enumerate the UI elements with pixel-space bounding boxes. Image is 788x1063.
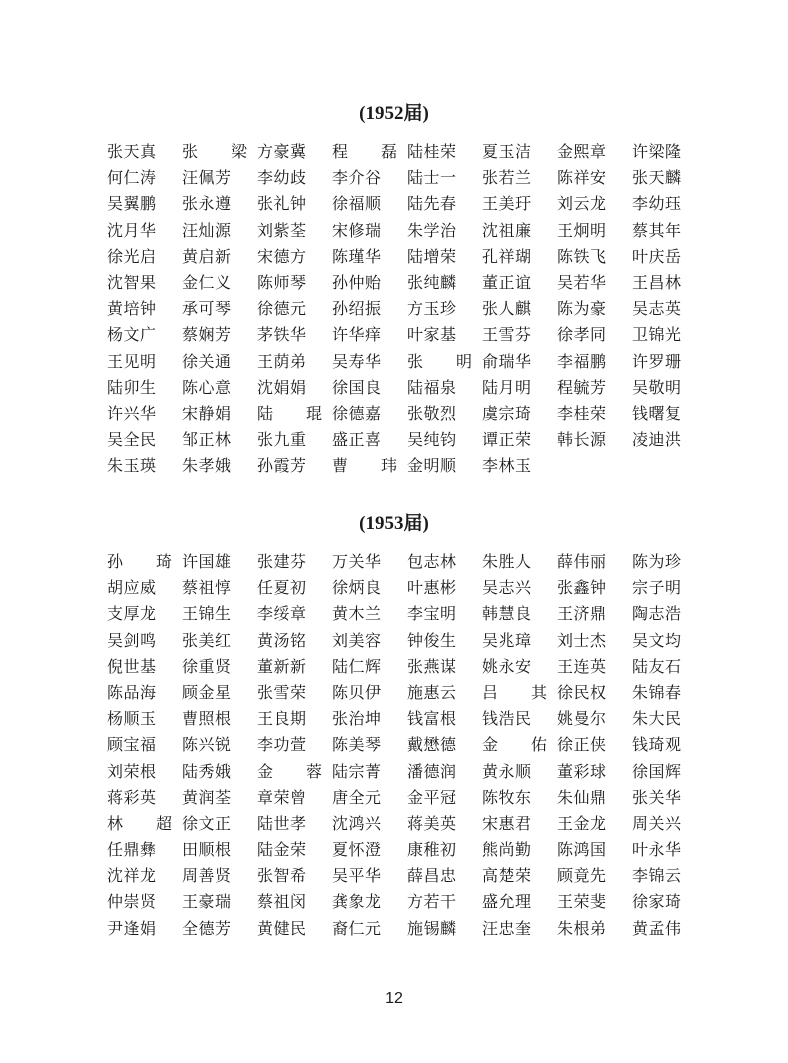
graduate-name: 陆增荣 [407, 246, 457, 266]
graduate-name: 曹 玮 [332, 456, 398, 476]
graduate-name: 董新新 [257, 656, 307, 676]
graduate-name: 全德芳 [182, 918, 232, 938]
graduate-name: 许兴华 [107, 403, 157, 423]
graduate-name: 孙霞芳 [257, 456, 307, 476]
graduate-name: 李桂荣 [557, 403, 607, 423]
graduate-name: 陈美琴 [332, 735, 382, 755]
graduate-name: 徐正侠 [557, 735, 607, 755]
graduate-name: 凌迪洪 [632, 430, 682, 450]
graduate-name: 朱根弟 [557, 918, 607, 938]
graduate-name: 周善贤 [182, 866, 232, 886]
graduate-name: 王豪瑞 [182, 892, 232, 912]
graduate-name: 吴平华 [332, 866, 382, 886]
graduate-name: 王炯明 [557, 220, 607, 240]
graduate-name: 李幼歧 [257, 168, 307, 188]
graduate-name: 戴懋德 [407, 735, 457, 755]
graduate-name: 张礼钟 [257, 194, 307, 214]
section-title-1952: (1952届) [359, 103, 429, 124]
graduate-name: 陆秀娥 [182, 761, 232, 781]
graduate-name: 王良期 [257, 709, 307, 729]
graduate-name: 方玉珍 [407, 299, 457, 319]
graduate-name: 卫锦光 [632, 325, 682, 345]
graduate-name: 蒋美英 [407, 813, 457, 833]
graduate-name: 陈祥安 [557, 168, 607, 188]
graduate-name: 虞宗琦 [482, 403, 532, 423]
name-list-1953 [107, 549, 707, 942]
graduate-name: 刘士杰 [557, 630, 607, 650]
graduate-name: 陈牧东 [482, 787, 532, 807]
graduate-name: 徐孝同 [557, 325, 607, 345]
graduate-name: 张治坤 [332, 709, 382, 729]
graduate-name: 黄汤铭 [257, 630, 307, 650]
graduate-name: 李锦云 [632, 866, 682, 886]
graduate-name: 蔡祖惇 [182, 578, 232, 598]
graduate-name: 刘云龙 [557, 194, 607, 214]
graduate-name: 张关华 [632, 787, 682, 807]
graduate-name: 汪灿源 [182, 220, 232, 240]
graduate-name: 黄孟伟 [632, 918, 682, 938]
graduate-name: 姚永安 [482, 656, 532, 676]
graduate-name: 任鼎彝 [107, 840, 157, 860]
graduate-name: 龚象龙 [332, 892, 382, 912]
graduate-name: 李林玉 [482, 456, 532, 476]
graduate-name: 黄健民 [257, 918, 307, 938]
graduate-name: 陈兴锐 [182, 735, 232, 755]
graduate-name: 徐关通 [182, 351, 232, 371]
graduate-name: 陶志浩 [632, 604, 682, 624]
graduate-name: 王见明 [107, 351, 157, 371]
graduate-name: 张纯麟 [407, 272, 457, 292]
graduate-name: 宋修瑞 [332, 220, 382, 240]
graduate-name: 叶惠彬 [407, 578, 457, 598]
graduate-name: 金仁义 [182, 272, 232, 292]
graduate-name: 钟俊生 [407, 630, 457, 650]
graduate-name: 黄永顺 [482, 761, 532, 781]
graduate-name: 陈瑾华 [332, 246, 382, 266]
graduate-name: 王济鼎 [557, 604, 607, 624]
graduate-name: 徐光启 [107, 246, 157, 266]
graduate-name: 金 佑 [482, 735, 548, 755]
graduate-name: 陆世孝 [257, 813, 307, 833]
graduate-name: 夏怀澄 [332, 840, 382, 860]
graduate-name: 朱孝娥 [182, 456, 232, 476]
graduate-name: 施惠云 [407, 682, 457, 702]
graduate-name: 陆福泉 [407, 377, 457, 397]
graduate-name: 章荣曾 [257, 787, 307, 807]
graduate-name: 陆桂荣 [407, 142, 457, 161]
graduate-name: 叶庆岳 [632, 246, 682, 266]
graduate-name: 张建芬 [257, 552, 307, 571]
graduate-name: 李福鹏 [557, 351, 607, 371]
graduate-name: 许华痒 [332, 325, 382, 345]
graduate-name: 金平冠 [407, 787, 457, 807]
graduate-name: 吴敬明 [632, 377, 682, 397]
graduate-name: 张敬烈 [407, 403, 457, 423]
graduate-name: 黄木兰 [332, 604, 382, 624]
graduate-name: 刘美容 [332, 630, 382, 650]
graduate-name: 钱富根 [407, 709, 457, 729]
graduate-name: 邹正林 [182, 430, 232, 450]
graduate-name: 陈品海 [107, 682, 157, 702]
graduate-name: 钱曙复 [632, 403, 682, 423]
graduate-name: 王昌林 [632, 272, 682, 292]
graduate-name: 陈心意 [182, 377, 232, 397]
graduate-name: 包志林 [407, 552, 457, 571]
graduate-name: 刘荣根 [107, 761, 157, 781]
graduate-name: 吴翼鹏 [107, 194, 157, 214]
graduate-name: 叶家基 [407, 325, 457, 345]
graduate-name: 尹逢娟 [107, 918, 157, 938]
graduate-name: 潘德润 [407, 761, 457, 781]
graduate-name: 曹照根 [182, 709, 232, 729]
graduate-name: 朱学治 [407, 220, 457, 240]
graduate-name: 王金龙 [557, 813, 607, 833]
graduate-name: 陈贝伊 [332, 682, 382, 702]
graduate-name: 张天麟 [632, 168, 682, 188]
graduate-name: 薛伟丽 [557, 552, 607, 571]
graduate-name: 许梁隆 [632, 142, 682, 161]
graduate-name: 宗子明 [632, 578, 682, 598]
graduate-name: 金熙章 [557, 142, 607, 161]
graduate-name: 陆宗菁 [332, 761, 382, 781]
graduate-name: 陆月明 [482, 377, 532, 397]
graduate-name: 陈鸿国 [557, 840, 607, 860]
graduate-name: 张永遵 [182, 194, 232, 214]
graduate-name: 陆金荣 [257, 840, 307, 860]
graduate-name: 张鑫钟 [557, 578, 607, 598]
graduate-name: 叶永华 [632, 840, 682, 860]
graduate-name: 孔祥瑚 [482, 246, 532, 266]
graduate-name: 沈月华 [107, 220, 157, 240]
graduate-name: 程 磊 [332, 142, 398, 161]
graduate-name: 张 明 [407, 351, 473, 371]
graduate-name: 汪佩芳 [182, 168, 232, 188]
graduate-name: 陆卯生 [107, 377, 157, 397]
graduate-name: 许国雄 [182, 552, 232, 571]
graduate-name: 王荣斐 [557, 892, 607, 912]
graduate-name: 张智希 [257, 866, 307, 886]
graduate-name: 陆士一 [407, 168, 457, 188]
graduate-name: 徐德嘉 [332, 403, 382, 423]
graduate-name: 吴寿华 [332, 351, 382, 371]
graduate-name: 胡应威 [107, 578, 157, 598]
graduate-name: 孙绍振 [332, 299, 382, 319]
graduate-name: 俞瑞华 [482, 351, 532, 371]
graduate-name: 韩长源 [557, 430, 607, 450]
graduate-name: 方豪冀 [257, 142, 307, 161]
graduate-name: 沈娟娟 [257, 377, 307, 397]
graduate-name: 沈祥龙 [107, 866, 157, 886]
graduate-name: 田顺根 [182, 840, 232, 860]
graduate-name: 杨文广 [107, 325, 157, 345]
graduate-name: 康稚初 [407, 840, 457, 860]
graduate-name: 朱玉瑛 [107, 456, 157, 476]
graduate-name: 顾金星 [182, 682, 232, 702]
graduate-name: 宋德方 [257, 246, 307, 266]
graduate-name: 黄启新 [182, 246, 232, 266]
graduate-name: 吴纯钧 [407, 430, 457, 450]
graduate-name: 徐炳良 [332, 578, 382, 598]
graduate-name: 张九重 [257, 430, 307, 450]
graduate-name: 张美红 [182, 630, 232, 650]
graduate-name: 万关华 [332, 552, 382, 571]
graduate-name: 杨顺玉 [107, 709, 157, 729]
graduate-name: 王连英 [557, 656, 607, 676]
graduate-name: 吴若华 [557, 272, 607, 292]
graduate-name: 朱锦春 [632, 682, 682, 702]
graduate-name: 徐国良 [332, 377, 382, 397]
graduate-name: 熊尚勤 [482, 840, 532, 860]
graduate-name: 张雪荣 [257, 682, 307, 702]
graduate-name: 金 蓉 [257, 761, 323, 781]
graduate-name: 徐国辉 [632, 761, 682, 781]
graduate-name: 王美玗 [482, 194, 532, 214]
graduate-name: 宋惠君 [482, 813, 532, 833]
graduate-name: 蒋彩英 [107, 787, 157, 807]
page-number: 12 [385, 990, 403, 1007]
graduate-name: 陈师琴 [257, 272, 307, 292]
graduate-name: 王雪芬 [482, 325, 532, 345]
graduate-name: 裔仁元 [332, 918, 382, 938]
graduate-name: 茅铁华 [257, 325, 307, 345]
graduate-name: 宋静娟 [182, 403, 232, 423]
graduate-name: 蔡其年 [632, 220, 682, 240]
graduate-name: 黄润荃 [182, 787, 232, 807]
graduate-name: 董正谊 [482, 272, 532, 292]
graduate-name: 吴志英 [632, 299, 682, 319]
graduate-name: 汪忠奎 [482, 918, 532, 938]
graduate-name: 林 超 [107, 813, 173, 833]
graduate-name: 刘紫荃 [257, 220, 307, 240]
graduate-name: 支厚龙 [107, 604, 157, 624]
graduate-name: 孙仲贻 [332, 272, 382, 292]
graduate-name: 张若兰 [482, 168, 532, 188]
graduate-name: 王锦生 [182, 604, 232, 624]
graduate-name: 吴志兴 [482, 578, 532, 598]
graduate-name: 吴文均 [632, 630, 682, 650]
graduate-name: 韩慧良 [482, 604, 532, 624]
graduate-name: 盛允理 [482, 892, 532, 912]
section-title-1953: (1953届) [359, 513, 429, 534]
graduate-name: 陈铁飞 [557, 246, 607, 266]
graduate-name: 董彩球 [557, 761, 607, 781]
graduate-name: 陈为珍 [632, 552, 682, 571]
graduate-name: 何仁涛 [107, 168, 157, 188]
graduate-name: 陆仁辉 [332, 656, 382, 676]
graduate-name: 金明顺 [407, 456, 457, 476]
graduate-name: 张燕谋 [407, 656, 457, 676]
graduate-name: 徐福顺 [332, 194, 382, 214]
graduate-name: 徐重贤 [182, 656, 232, 676]
graduate-name: 顾竟先 [557, 866, 607, 886]
graduate-name: 李宝明 [407, 604, 457, 624]
graduate-name: 吕 其 [482, 682, 548, 702]
graduate-name: 陆友石 [632, 656, 682, 676]
graduate-name: 李绥章 [257, 604, 307, 624]
graduate-name: 蔡娴芳 [182, 325, 232, 345]
graduate-name: 陆先春 [407, 194, 457, 214]
graduate-name: 谭正荣 [482, 430, 532, 450]
graduate-name: 沈智果 [107, 272, 157, 292]
graduate-name: 钱琦观 [632, 735, 682, 755]
graduate-name: 朱仙鼎 [557, 787, 607, 807]
graduate-name: 沈祖廉 [482, 220, 532, 240]
graduate-name: 吴剑鸣 [107, 630, 157, 650]
graduate-name: 朱胜人 [482, 552, 532, 571]
graduate-name: 徐德元 [257, 299, 307, 319]
graduate-name: 方若干 [407, 892, 457, 912]
graduate-name: 吴兆璋 [482, 630, 532, 650]
graduate-name: 陈为豪 [557, 299, 607, 319]
graduate-name: 周关兴 [632, 813, 682, 833]
graduate-name: 程毓芳 [557, 377, 607, 397]
graduate-name: 李介谷 [332, 168, 382, 188]
graduate-name: 张 梁 [182, 142, 248, 161]
graduate-name: 倪世基 [107, 656, 157, 676]
graduate-name: 吴全民 [107, 430, 157, 450]
graduate-name: 钱浩民 [482, 709, 532, 729]
graduate-name: 徐民权 [557, 682, 607, 702]
graduate-name: 黄培钟 [107, 299, 157, 319]
graduate-name: 张天真 [107, 142, 157, 161]
graduate-name: 蔡祖闵 [257, 892, 307, 912]
graduate-name: 李功萱 [257, 735, 307, 755]
graduate-name: 王荫弟 [257, 351, 307, 371]
graduate-name: 仲崇贤 [107, 892, 157, 912]
graduate-name: 姚曼尔 [557, 709, 607, 729]
graduate-name: 任夏初 [257, 578, 307, 598]
graduate-name: 孙 琦 [107, 552, 173, 571]
graduate-name: 张人麒 [482, 299, 532, 319]
graduate-name: 李幼珏 [632, 194, 682, 214]
graduate-name: 夏玉洁 [482, 142, 532, 161]
graduate-name: 陆 琨 [257, 403, 323, 423]
graduate-name: 朱大民 [632, 709, 682, 729]
graduate-name: 薛昌忠 [407, 866, 457, 886]
graduate-name: 徐文正 [182, 813, 232, 833]
graduate-name: 施锡麟 [407, 918, 457, 938]
graduate-name: 唐全元 [332, 787, 382, 807]
name-list-1952 [107, 139, 707, 479]
graduate-name: 许罗珊 [632, 351, 682, 371]
graduate-name: 承可琴 [182, 299, 232, 319]
graduate-name: 顾宝福 [107, 735, 157, 755]
graduate-name: 高楚荣 [482, 866, 532, 886]
graduate-name: 沈鸿兴 [332, 813, 382, 833]
graduate-name: 盛正喜 [332, 430, 382, 450]
graduate-name: 徐家琦 [632, 892, 682, 912]
